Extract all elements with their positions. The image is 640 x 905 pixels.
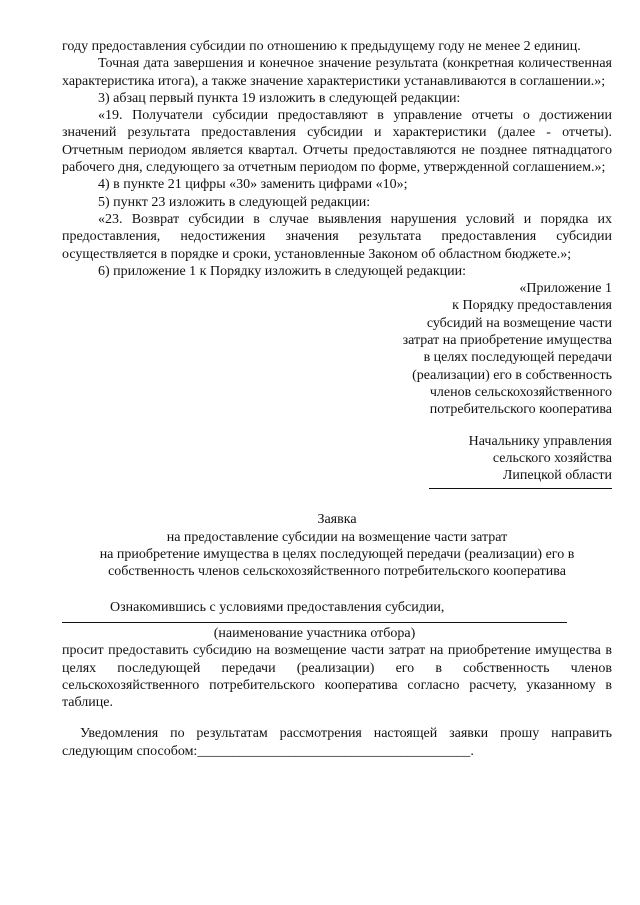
paragraph-item-3: 3) абзац первый пункта 19 изложить в следующей редакции:	[98, 90, 461, 106]
appendix-line: «Приложение 1	[519, 281, 612, 297]
paragraph-item-5: 5) пункт 23 изложить в следующей редакции:	[98, 194, 371, 210]
appendix-line: членов сельскохозяйственного	[429, 384, 612, 400]
paragraph-item-4: 4) в пункте 21 цифры «30» заменить цифрами «10»;	[98, 177, 408, 193]
document-page	[62, 38, 612, 760]
paragraph-continuation: году предоставления субсидии по отношению к предыдущему году не менее 2 единиц.	[62, 39, 581, 54]
paragraph-item-6: 6) приложение 1 к Порядку изложить в следующей редакции:	[98, 263, 467, 279]
appendix-line: (реализации) его в собственность	[412, 367, 612, 383]
addressee-line: Липецкой области	[502, 468, 612, 484]
paragraph-result-date: Точная дата завершения и конечное значение результата (конкретная количественная характеристика итога), а также значение характеристики устанавливаются в соглашении.»;	[62, 56, 612, 89]
participant-name-line	[62, 616, 567, 623]
appendix-line: в целях последующей передачи	[423, 350, 612, 366]
application-body: просит предоставить субсидию на возмещение части затрат на приобретение имущества в целях последующей передачи (реализации) его в собственность членов сельскохозяйственного потребительского кооператива согласно расчету, указанному в таблице.	[62, 643, 612, 711]
participant-name-caption: (наименование участника отбора)	[213, 625, 416, 641]
appendix-line: потребительского кооператива	[429, 402, 612, 418]
application-title: Заявка	[317, 512, 357, 528]
application-intro: Ознакомившись с условиями предоставления субсидии,	[110, 599, 445, 615]
application-subtitle-line: на приобретение имущества в целях последующей передачи (реализации) его в	[99, 547, 575, 563]
application-subtitle-line: на предоставление субсидии на возмещение части затрат	[166, 529, 508, 545]
paragraph-item-19: «19. Получатели субсидии предоставляют в управление отчеты о достижении значений результата предоставления субсидии и характеристики (далее - отчеты). Отчетным периодом является квартал. Отчеты предоставляются не позднее пятнадцатого рабочего дня, следующего за отчетным периодом по форме, утвержденной соглашением.»;	[62, 108, 612, 176]
addressee-line: Начальнику управления	[468, 433, 612, 449]
addressee-block	[62, 433, 612, 485]
appendix-line: к Порядку предоставления	[452, 298, 612, 314]
application-subtitle-line: собственность членов сельскохозяйственного потребительского кооператива	[108, 564, 566, 580]
appendix-line: затрат на приобретение имущества	[402, 333, 612, 349]
notification-method: Уведомления по результатам рассмотрения настоящей заявки прошу направить следующим способом:_______________________________________.	[62, 726, 612, 759]
paragraph-item-23: «23. Возврат субсидии в случае выявления нарушения условий и порядка их предоставления, недостижения значения результата предоставления субсидии осуществляется в порядке и сроки, установленные Законом об областном бюджете.»;	[62, 211, 612, 262]
appendix-line: субсидий на возмещение части	[426, 315, 612, 331]
addressee-line: сельского хозяйства	[492, 450, 612, 466]
appendix-header	[62, 280, 612, 418]
